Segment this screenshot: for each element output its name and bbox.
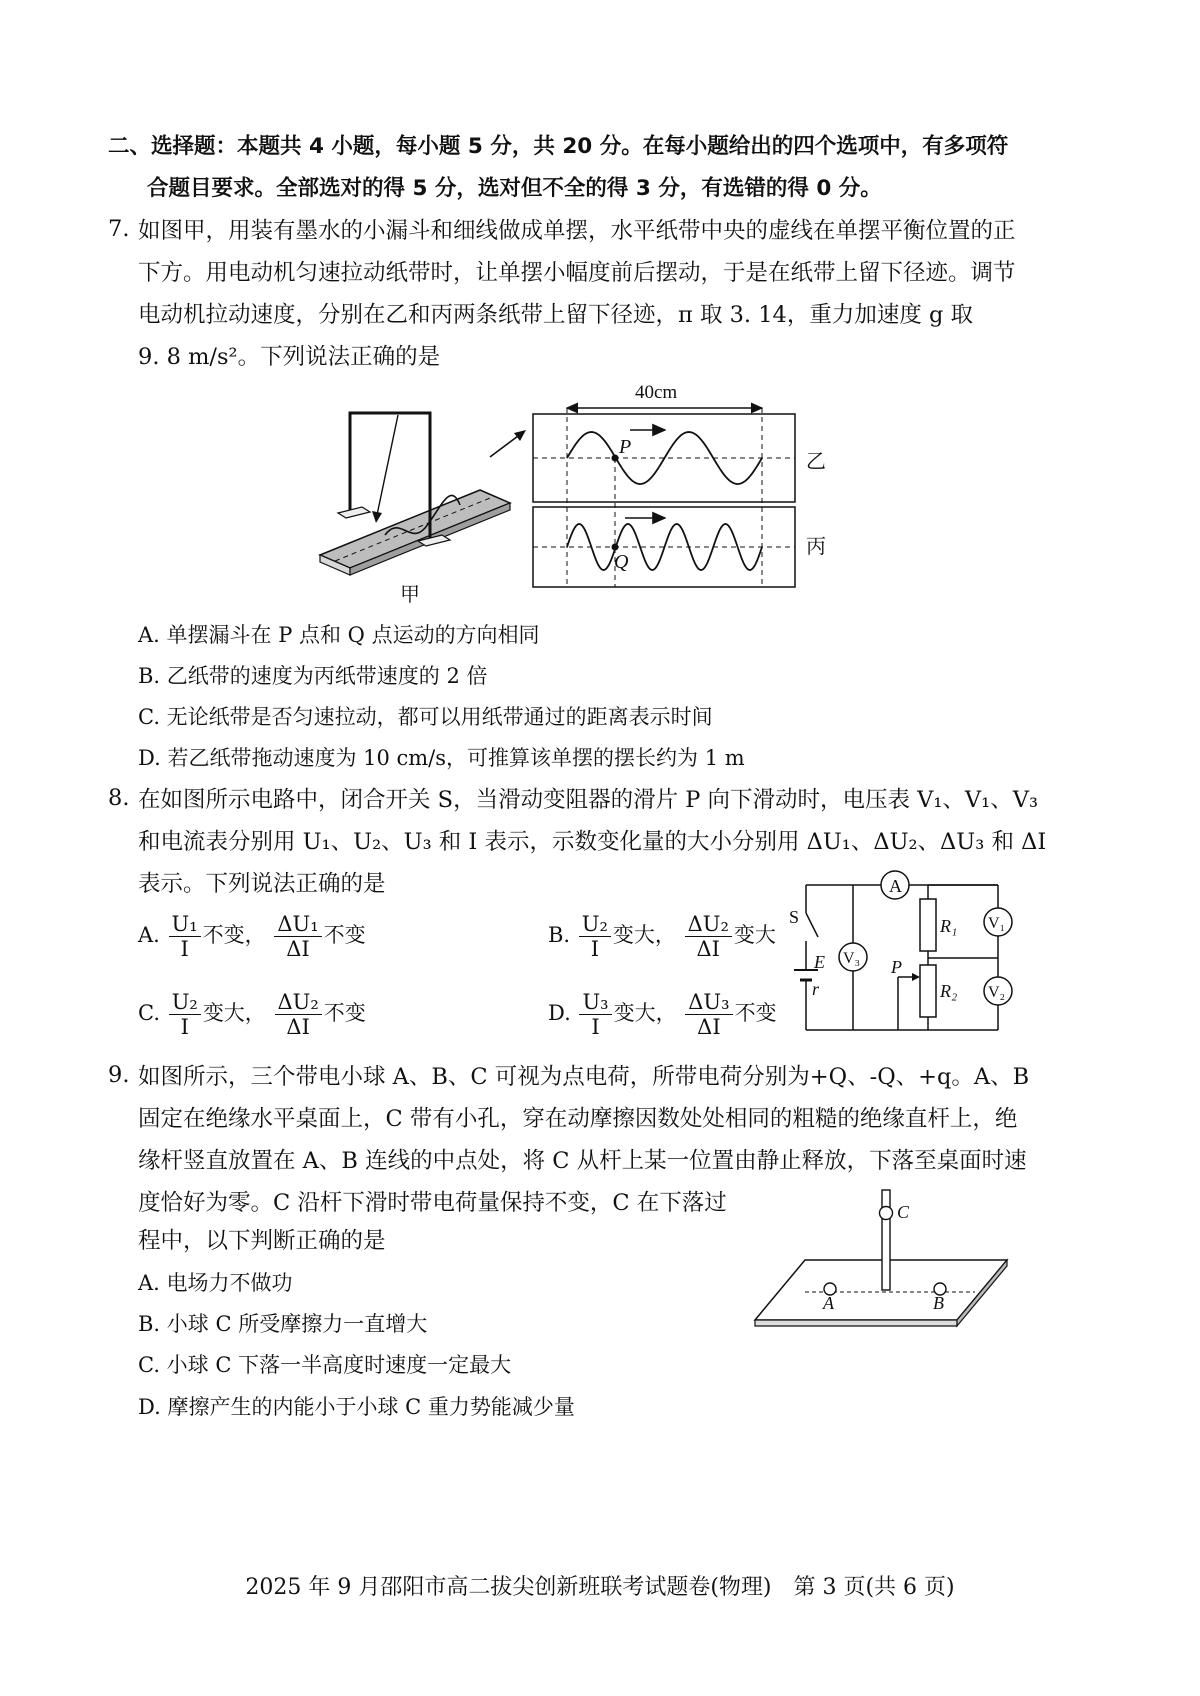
resistor-r2-label: R₂	[940, 981, 958, 1001]
option-c-numerator-1: U₂	[169, 990, 201, 1015]
paper-tape-figure	[530, 378, 850, 600]
option-d-label: D.	[548, 1001, 571, 1025]
option-b-numerator-2: ΔU₂	[685, 912, 732, 937]
question-8-line2: 和电流表分别用 U₁、U₂、U₃ 和 I 表示，示数变化量的大小分别用 ΔU₁、ΔU₂、ΔU₃ 和 ΔI	[138, 829, 1047, 855]
ammeter-label: A	[889, 876, 902, 896]
option-d-fraction-1	[579, 990, 611, 1039]
ball-a-label: A	[823, 1293, 834, 1313]
option-d-fraction-2	[685, 990, 732, 1039]
question-8-option-c	[138, 990, 366, 1039]
slider-label: P	[891, 957, 902, 977]
option-a-fraction-1	[169, 912, 201, 961]
point-q-label: Q	[614, 551, 629, 573]
option-d-numerator-1: U₃	[579, 990, 611, 1015]
question-7-option-b: B. 乙纸带的速度为丙纸带速度的 2 倍	[138, 664, 488, 688]
question-8-line3: 表示。下列说法正确的是	[138, 871, 386, 897]
question-8-option-a	[138, 912, 366, 961]
option-b-denominator-1: I	[590, 937, 599, 961]
option-b-fraction-1	[579, 912, 611, 961]
option-d-numerator-2: ΔU₃	[685, 990, 732, 1015]
ball-c-label: C	[897, 1202, 910, 1222]
figure-label-jia: 甲	[400, 584, 420, 606]
option-c-denominator-1: I	[180, 1015, 189, 1039]
option-b-text-2: 变大	[733, 923, 776, 947]
question-7-line2: 下方。用电动机匀速拉动纸带时，让单摆小幅度前后摆动，于是在纸带上留下径迹。调节	[138, 260, 1016, 286]
question-8-line1: 在如图所示电路中，闭合开关 S，当滑动变阻器的滑片 P 向下滑动时，电压表 V₁、V₁、V₃	[138, 787, 1038, 813]
option-b-denominator-2: ΔI	[696, 937, 720, 961]
option-b-numerator-1: U₂	[579, 912, 611, 937]
question-8-option-d	[548, 990, 777, 1039]
question-9-option-b: B. 小球 C 所受摩擦力一直增大	[138, 1312, 428, 1336]
voltmeter-v1-label: V₁	[988, 915, 1006, 932]
option-b-fraction-2	[685, 912, 732, 961]
question-7-option-a: A. 单摆漏斗在 P 点和 Q 点运动的方向相同	[138, 623, 540, 647]
switch-label: S	[789, 907, 800, 927]
option-d-text-2: 不变	[734, 1001, 777, 1025]
option-a-text-2: 不变	[323, 923, 366, 947]
question-9-line5: 程中，以下判断正确的是	[138, 1228, 386, 1254]
question-7-option-c: C. 无论纸带是否匀速拉动，都可以用纸带通过的距离表示时间	[138, 705, 713, 729]
option-c-denominator-2: ΔI	[286, 1015, 310, 1039]
charged-balls-figure	[745, 1185, 1015, 1335]
section-heading-line2: 合题目要求。全部选对的得 5 分，选对但不全的得 3 分，有选错的得 0 分。	[147, 176, 882, 201]
resistor-r1-label: R₁	[940, 916, 958, 936]
option-d-denominator-2: ΔI	[697, 1015, 721, 1039]
option-a-text-1: 不变，	[202, 923, 266, 947]
option-d-text-1: 变大，	[613, 1001, 677, 1025]
option-c-fraction-2	[275, 990, 322, 1039]
question-7-line1: 如图甲，用装有墨水的小漏斗和细线做成单摆，水平纸带中央的虚线在单摆平衡位置的正	[138, 218, 1016, 244]
tape-label-bing: 丙	[806, 536, 826, 558]
option-a-numerator-2: ΔU₁	[274, 912, 321, 937]
voltmeter-v3-label: V₃	[843, 950, 861, 967]
option-a-denominator-1: I	[180, 937, 189, 961]
option-a-label: A.	[138, 923, 160, 947]
option-b-label: B.	[548, 923, 571, 947]
pendulum-apparatus-figure	[300, 395, 530, 610]
voltmeter-v2-label: V₂	[988, 984, 1006, 1001]
option-c-text-2: 不变	[323, 1001, 366, 1025]
dimension-label: 40cm	[635, 382, 678, 403]
option-a-denominator-2: ΔI	[286, 937, 310, 961]
option-d-denominator-1: I	[591, 1015, 600, 1039]
point-p-label: P	[619, 436, 632, 458]
ball-b-label: B	[933, 1293, 944, 1313]
section-heading-line1: 二、选择题：本题共 4 小题，每小题 5 分，共 20 分。在每小题给出的四个选项中，有多项符	[108, 134, 1009, 159]
question-9-option-d: D. 摩擦产生的内能小于小球 C 重力势能减少量	[138, 1395, 575, 1419]
question-7-line3: 电动机拉动速度，分别在乙和丙两条纸带上留下径迹，π 取 3. 14，重力加速度 g 取	[138, 302, 974, 328]
question-8-number: 8.	[108, 785, 130, 811]
emf-label: E	[814, 952, 825, 972]
question-9-line3: 缘杆竖直放置在 A、B 连线的中点处，将 C 从杆上某一位置由静止释放，下落至桌面时速	[138, 1148, 1027, 1174]
option-b-text-1: 变大，	[612, 923, 676, 947]
question-8-option-b	[548, 912, 776, 961]
option-c-text-1: 变大，	[202, 1001, 266, 1025]
page-footer: 2025 年 9 月邵阳市高二拔尖创新班联考试题卷(物理) 第 3 页(共 6 页)	[245, 1575, 955, 1600]
question-9-line4: 度恰好为零。C 沿杆下滑时带电荷量保持不变，C 在下落过	[138, 1190, 727, 1216]
option-c-numerator-2: ΔU₂	[275, 990, 322, 1015]
question-9-number: 9.	[108, 1062, 130, 1088]
option-a-fraction-2	[274, 912, 321, 961]
option-a-numerator-1: U₁	[169, 912, 201, 937]
option-c-fraction-1	[169, 990, 201, 1039]
tape-label-yi: 乙	[806, 451, 826, 473]
internal-resistance-label: r	[812, 979, 820, 999]
question-7-line4: 9. 8 m/s²。下列说法正确的是	[138, 344, 441, 370]
question-7-option-d: D. 若乙纸带拖动速度为 10 cm/s，可推算该单摆的摆长约为 1 m	[138, 746, 745, 770]
question-9-line1: 如图所示，三个带电小球 A、B、C 可视为点电荷，所带电荷分别为+Q、-Q、+q。A、B	[138, 1064, 1030, 1090]
question-7-number: 7.	[108, 216, 130, 242]
question-9-option-c: C. 小球 C 下落一半高度时速度一定最大	[138, 1353, 512, 1377]
option-c-label: C.	[138, 1001, 160, 1025]
question-9-option-a: A. 电场力不做功	[138, 1271, 293, 1295]
question-9-line2: 固定在绝缘水平桌面上，C 带有小孔，穿在动摩擦因数处处相同的粗糙的绝缘直杆上，绝	[138, 1106, 1018, 1132]
circuit-diagram	[788, 865, 1108, 1040]
